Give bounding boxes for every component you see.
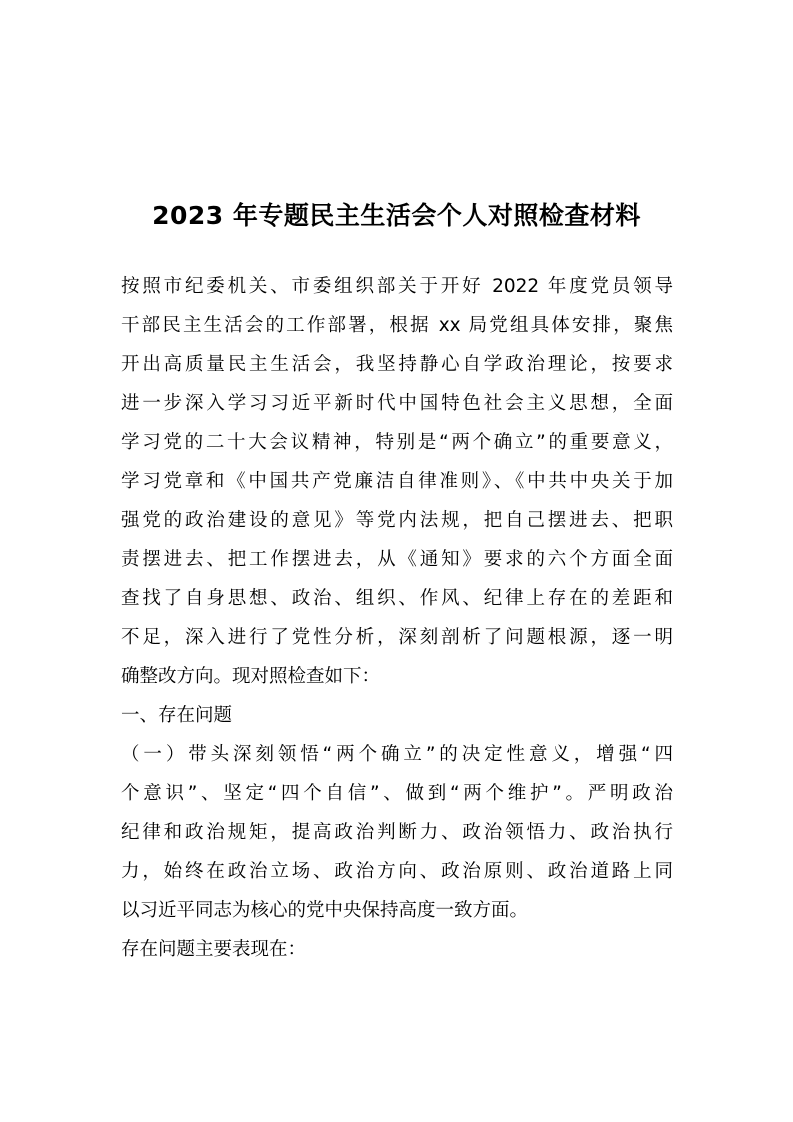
paragraph-line: 强党的政治建设的意见》等党内法规，把自己摆进去、把职 bbox=[121, 510, 673, 531]
paragraph-line: 学习党章和《中国共产党廉洁自律准则》、《中共中央关于加 bbox=[121, 471, 673, 492]
paragraph-line: 进一步深入学习习近平新时代中国特色社会主义思想，全面 bbox=[121, 393, 673, 414]
paragraph-line: 查找了自身思想、政治、组织、作风、纪律上存在的差距和 bbox=[121, 588, 673, 609]
paragraph-line: 以习近平同志为核心的党中央保持高度一致方面。 bbox=[121, 900, 529, 921]
paragraph-line: 一、存在问题 bbox=[121, 705, 233, 726]
paragraph-line: 学习党的二十大会议精神，特别是“两个确立”的重要意义， bbox=[121, 432, 673, 453]
paragraph-line: 力，始终在政治立场、政治方向、政治原则、政治道路上同 bbox=[121, 861, 673, 882]
document-body bbox=[121, 267, 673, 969]
document-title: 2023 年专题民主生活会个人对照检查材料 bbox=[152, 201, 641, 230]
paragraph-line: 责摆进去、把工作摆进去，从《通知》要求的六个方面全面 bbox=[121, 549, 673, 570]
paragraph-line: 按照市纪委机关、市委组织部关于开好 2022 年度党员领导 bbox=[121, 276, 673, 297]
paragraph-line: 个意识”、坚定“四个自信”、做到“两个维护”。严明政治 bbox=[121, 783, 673, 804]
paragraph-line: 存在问题主要表现在： bbox=[121, 939, 307, 960]
paragraph-line: （一）带头深刻领悟“两个确立”的决定性意义，增强“四 bbox=[121, 744, 673, 765]
paragraph-line: 不足，深入进行了党性分析，深刻剖析了问题根源，逐一明 bbox=[121, 627, 673, 648]
paragraph-line: 干部民主生活会的工作部署，根据 xx 局党组具体安排，聚焦 bbox=[121, 315, 673, 336]
paragraph-line: 纪律和政治规矩，提高政治判断力、政治领悟力、政治执行 bbox=[121, 822, 673, 843]
paragraph-line: 开出高质量民主生活会，我坚持静心自学政治理论，按要求 bbox=[121, 354, 673, 375]
paragraph-line: 确整改方向。现对照检查如下： bbox=[121, 666, 381, 687]
